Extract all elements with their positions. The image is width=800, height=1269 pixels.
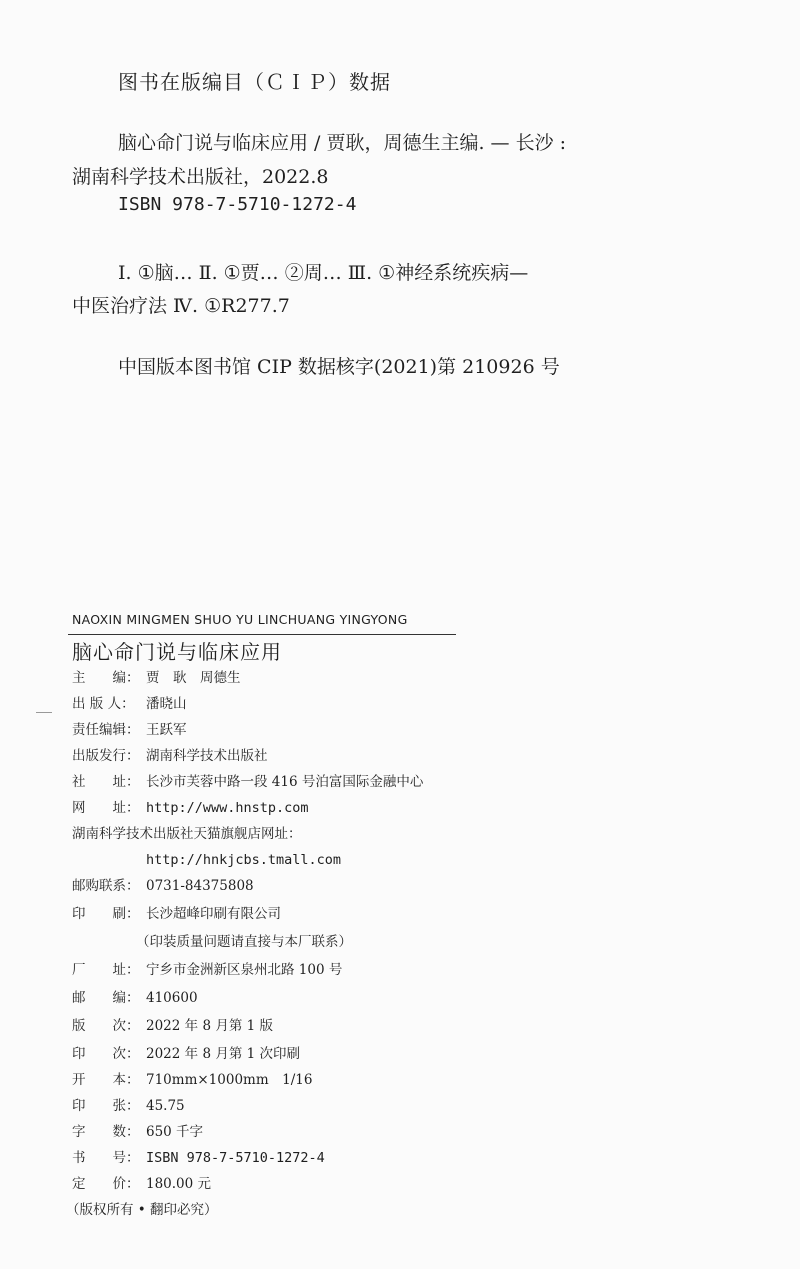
- info-label: 字 数：: [72, 1124, 140, 1140]
- info-value: 潘晓山: [146, 696, 187, 712]
- info-value: ISBN 978-7-5710-1272-4: [146, 1150, 325, 1166]
- cip-line-publisher: 湖南科学技术出版社，2022.8: [72, 166, 329, 188]
- info-row-factory: [72, 960, 342, 980]
- info-printer-note: （印装质量问题请直接与本厂联系）: [136, 934, 352, 950]
- info-row-mail-order: [72, 876, 254, 896]
- info-value: 长沙市芙蓉中路一段 416 号泊富国际金融中心: [146, 774, 424, 790]
- info-label: 定 价：: [72, 1176, 140, 1192]
- book-title-chinese: 脑心命门说与临床应用: [72, 640, 282, 664]
- title-rule: [68, 634, 456, 635]
- cip-line-record-number: 中国版本图书馆 CIP 数据核字(2021)第 210926 号: [118, 356, 560, 378]
- info-label: 厂 址：: [72, 962, 140, 978]
- info-value: 贾 耿 周德生: [146, 670, 241, 686]
- info-label: 出版发行：: [72, 748, 140, 764]
- info-value: 710mm×1000mm 1/16: [146, 1072, 313, 1088]
- info-label: 邮 编：: [72, 990, 140, 1006]
- info-tmall-label: 湖南科学技术出版社天猫旗舰店网址：: [72, 826, 302, 842]
- info-label: 印 次：: [72, 1046, 140, 1062]
- info-label: 责任编辑：: [72, 722, 140, 738]
- info-value: 180.00 元: [146, 1176, 212, 1192]
- info-label: 网 址：: [72, 800, 140, 816]
- info-row-edition: [72, 1016, 273, 1036]
- info-value: 2022 年 8 月第 1 版: [146, 1018, 273, 1034]
- info-row-word-count: [72, 1122, 203, 1142]
- info-value: 0731-84375808: [146, 878, 254, 894]
- info-row-price: [72, 1174, 211, 1194]
- info-label: 开 本：: [72, 1072, 140, 1088]
- cip-line-classification-cont: 中医治疗法 Ⅳ. ①R277.7: [72, 295, 290, 317]
- info-label: 出 版 人：: [72, 696, 135, 712]
- info-row-postcode: [72, 988, 198, 1008]
- info-row-responsible-editor: [72, 720, 187, 740]
- info-value: 2022 年 8 月第 1 次印刷: [146, 1046, 300, 1062]
- info-value: 650 千字: [146, 1124, 204, 1140]
- cip-line-title: 脑心命门说与临床应用 / 贾耿，周德生主编. — 长沙 :: [118, 132, 567, 154]
- info-label: 印 张：: [72, 1098, 140, 1114]
- info-value: 45.75: [146, 1098, 185, 1114]
- info-label: 版 次：: [72, 1018, 140, 1034]
- info-row-editor: [72, 668, 241, 688]
- info-value: 长沙超峰印刷有限公司: [146, 906, 281, 922]
- info-label: 社 址：: [72, 774, 140, 790]
- info-value: 湖南科学技术出版社: [146, 748, 268, 764]
- info-label: 主 编：: [72, 670, 140, 686]
- info-label: 印 刷：: [72, 906, 140, 922]
- cip-heading: 图书在版编目（ＣＩＰ）数据: [118, 70, 391, 94]
- info-row-printer: [72, 904, 281, 924]
- info-value: 王跃军: [146, 722, 187, 738]
- info-row-sheets: [72, 1096, 185, 1116]
- info-tmall-url: http://hnkjcbs.tmall.com: [146, 852, 342, 868]
- info-value: 410600: [146, 990, 198, 1006]
- info-row-distribution: [72, 746, 268, 766]
- info-row-isbn: [72, 1148, 325, 1168]
- info-label: 邮购联系：: [72, 878, 140, 894]
- info-row-address: [72, 772, 423, 792]
- info-row-format: [72, 1070, 312, 1090]
- info-row-website: [72, 798, 309, 818]
- edge-mark: [36, 712, 52, 713]
- info-value: http://www.hnstp.com: [146, 800, 309, 816]
- book-title-pinyin: NAOXIN MINGMEN SHUO YU LINCHUANG YINGYONG: [72, 612, 408, 627]
- copyright-notice: （版权所有 • 翻印必究）: [66, 1202, 218, 1218]
- info-row-publisher-person: [72, 694, 187, 714]
- cip-line-classification: Ⅰ. ①脑… Ⅱ. ①贾… ②周… Ⅲ. ①神经系统疾病—: [118, 262, 529, 284]
- cip-line-isbn: ISBN 978-7-5710-1272-4: [118, 194, 357, 215]
- info-value: 宁乡市金洲新区泉州北路 100 号: [146, 962, 343, 978]
- info-row-printing: [72, 1044, 300, 1064]
- info-label: 书 号：: [72, 1150, 140, 1166]
